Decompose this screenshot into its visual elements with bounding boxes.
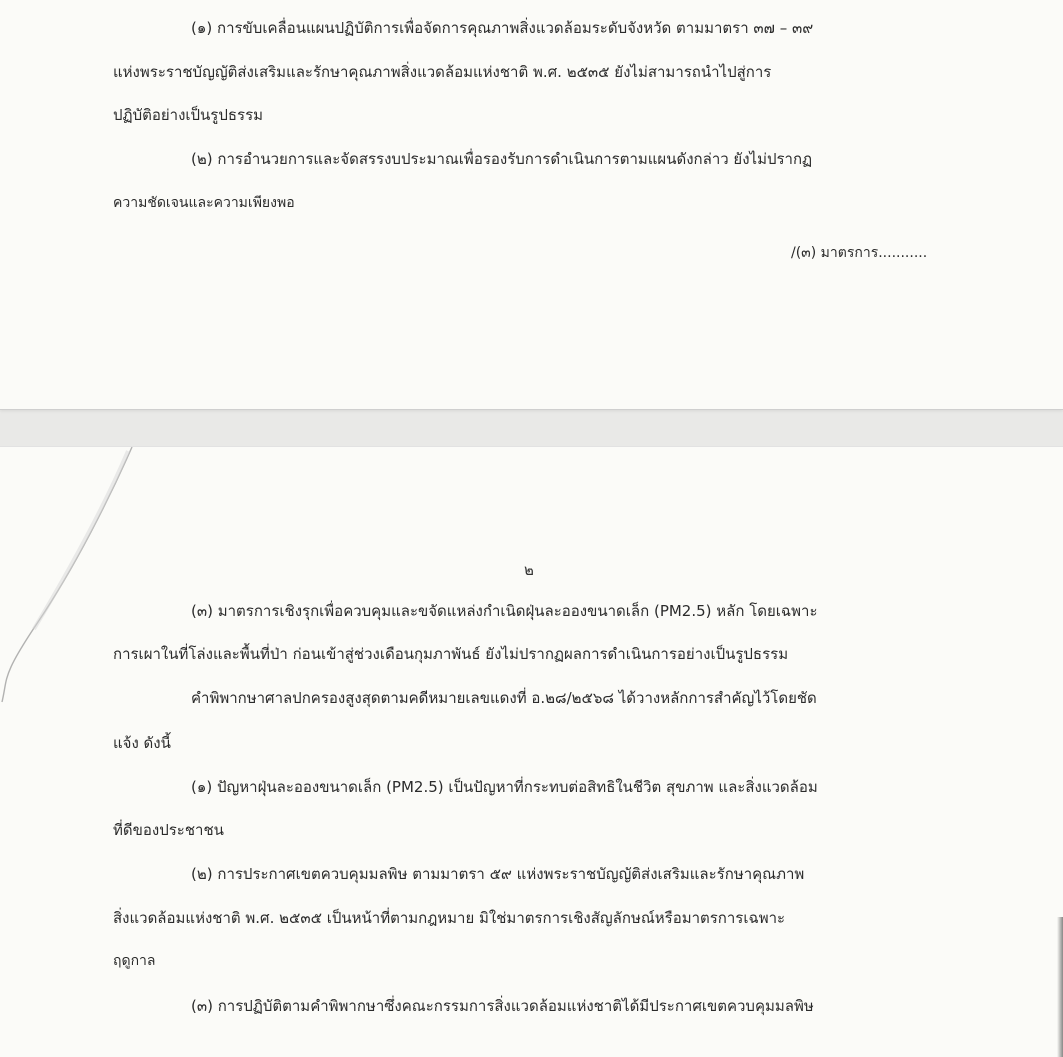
paragraph-line: ความชัดเจนและความเพียงพอ (113, 195, 295, 211)
paragraph-line: คำพิพากษาศาลปกครองสูงสุดตามคดีหมายเลขแดงที่ อ.๒๘/๒๕๖๘ ได้วางหลักการสำคัญไว้โดยชัด (191, 689, 817, 707)
document-page-2 (0, 446, 1063, 1057)
paragraph-line: (๑) การขับเคลื่อนแผนปฏิบัติการเพื่อจัดการคุณภาพสิ่งแวดล้อมระดับจังหวัด ตามมาตรา ๓๗ – ๓๙ (191, 19, 814, 37)
continuation-marker: /(๓) มาตรการ........... (791, 245, 928, 261)
paragraph-line: ที่ดีของประชาชน (113, 821, 224, 839)
paragraph-line: แจ้ง ดังนี้ (113, 734, 171, 752)
document-page-1 (0, 0, 1063, 410)
paragraph-line: (๒) การประกาศเขตควบคุมมลพิษ ตามมาตรา ๕๙ แห่งพระราชบัญญัติส่งเสริมและรักษาคุณภาพ (191, 865, 805, 883)
paragraph-line: (๑) ปัญหาฝุ่นละอองขนาดเล็ก (PM2.5) เป็นปัญหาที่กระทบต่อสิทธิในชีวิต สุขภาพ และสิ่งแวดล้อม (191, 778, 818, 796)
paragraph-line: (๓) การปฏิบัติตามคำพิพากษาซึ่งคณะกรรมการสิ่งแวดล้อมแห่งชาติได้มีประกาศเขตควบคุมมลพิษ (191, 997, 814, 1015)
paper-fold-mark (0, 447, 140, 707)
paragraph-line: (๓) มาตรการเชิงรุกเพื่อควบคุมและขจัดแหล่งกำเนิดฝุ่นละอองขนาดเล็ก (PM2.5) หลัก โดยเฉพาะ (191, 602, 818, 620)
scan-edge-shadow (1057, 917, 1063, 1057)
paragraph-line: แห่งพระราชบัญญัติส่งเสริมและรักษาคุณภาพสิ่งแวดล้อมแห่งชาติ พ.ศ. ๒๕๓๕ ยังไม่สามารถนำไปสู่การ (113, 63, 772, 81)
paragraph-line: สิ่งแวดล้อมแห่งชาติ พ.ศ. ๒๕๓๕ เป็นหน้าที่ตามกฎหมาย มิใช่มาตรการเชิงสัญลักษณ์หรือมาตรการเฉพาะ (113, 909, 786, 927)
paragraph-line: ปฏิบัติอย่างเป็นรูปธรรม (113, 106, 264, 124)
page-number: ๒ (524, 561, 534, 579)
paragraph-line: (๒) การอำนวยการและจัดสรรงบประมาณเพื่อรองรับการดำเนินการตามแผนดังกล่าว ยังไม่ปรากฏ (191, 150, 813, 168)
paragraph-line: ฤดูกาล (113, 953, 156, 969)
paragraph-line: การเผาในที่โล่งและพื้นที่ป่า ก่อนเข้าสู่ช่วงเดือนกุมภาพันธ์ ยังไม่ปรากฏผลการดำเนินการอย่างเป็นรูปธรรม (113, 645, 789, 663)
